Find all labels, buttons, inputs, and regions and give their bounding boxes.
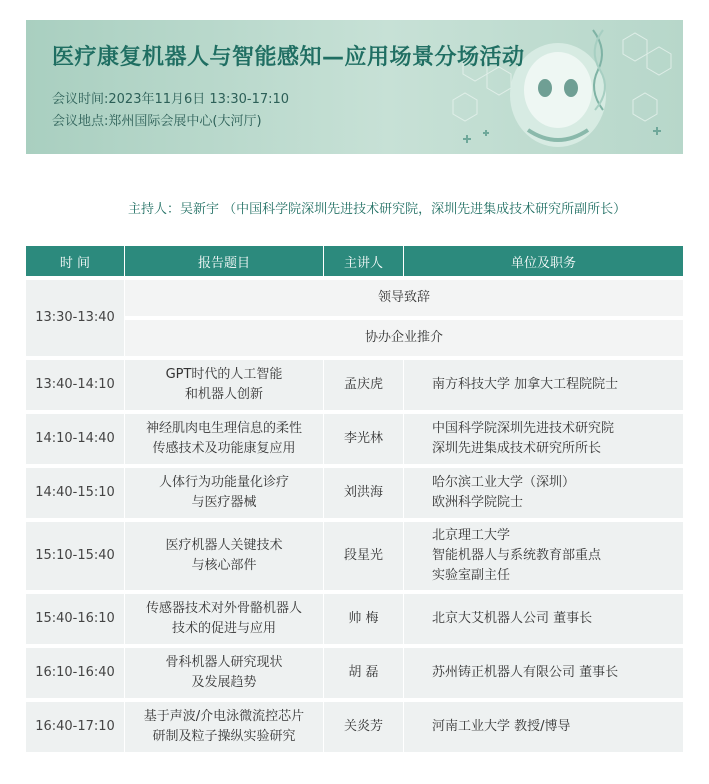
row-time-line: 13:40-14:10 (35, 377, 115, 392)
header-speaker: 主讲人 (324, 246, 404, 276)
table-row (26, 468, 683, 518)
opening-time: 13:30-13:40 (26, 280, 125, 356)
row-time-line: 15:40-16:10 (35, 611, 115, 626)
row-time (26, 360, 125, 410)
row-topic-line: 医疗机器人关键技术 (165, 538, 283, 553)
row-topic-line: 人体行为功能量化诊疗 (158, 475, 289, 490)
row-org-line: 欧洲科学院院士 (432, 495, 524, 510)
banner-title: 医疗康复机器人与智能感知—应用场景分场活动 (52, 45, 525, 70)
header-topic: 报告题目 (125, 246, 324, 276)
row-org (404, 468, 683, 518)
row-topic-line: 与核心部件 (191, 558, 257, 573)
row-time-line: 15:10-15:40 (35, 548, 115, 563)
table-header (26, 246, 683, 276)
header-org: 单位及职务 (404, 246, 683, 276)
row-speaker-line: 刘洪海 (343, 485, 383, 500)
row-topic (125, 360, 324, 410)
row-speaker-line: 李光林 (343, 431, 383, 446)
row-org-line: 河南工业大学 教授/博导 (432, 719, 571, 734)
row-time (26, 414, 125, 464)
row-speaker (324, 414, 404, 464)
row-speaker (324, 522, 404, 590)
row-org (404, 594, 683, 644)
row-time-line: 16:40-17:10 (35, 719, 115, 734)
row-org-line: 哈尔滨工业大学（深圳） (432, 475, 576, 490)
row-org (404, 360, 683, 410)
row-time-line: 14:10-14:40 (35, 431, 115, 446)
row-org-line: 南方科技大学 加拿大工程院院士 (432, 377, 619, 392)
row-time (26, 702, 125, 752)
host-line: 主持人：吴新宇 （中国科学院深圳先进技术研究院，深圳先进集成技术研究所副所长） (128, 202, 627, 217)
table-row (26, 280, 683, 316)
row-topic (125, 702, 324, 752)
row-org-line: 深圳先进集成技术研究所所长 (432, 441, 602, 456)
row-time (26, 648, 125, 698)
table-row (26, 594, 683, 644)
row-topic-line: 骨科机器人研究现状 (165, 655, 283, 670)
row-speaker-line: 胡 磊 (348, 665, 379, 680)
row-time (26, 468, 125, 518)
table-row (26, 648, 683, 698)
agenda-table (26, 242, 683, 756)
row-speaker (324, 594, 404, 644)
row-topic-line: 传感技术及功能康复应用 (152, 441, 296, 456)
row-time (26, 594, 125, 644)
row-topic (125, 648, 324, 698)
row-speaker-line: 关炎芳 (343, 719, 383, 734)
table-row (26, 360, 683, 410)
opening-item: 协办企业推介 (125, 320, 683, 356)
row-org-line: 中国科学院深圳先进技术研究院 (432, 421, 615, 436)
row-topic-line: 基于声波/介电泳微流控芯片 (143, 709, 305, 724)
row-topic-line: 技术的促进与应用 (171, 621, 276, 636)
row-topic-line: 传感器技术对外骨骼机器人 (145, 601, 302, 616)
row-speaker (324, 360, 404, 410)
row-topic (125, 468, 324, 518)
row-topic-line: 及发展趋势 (191, 675, 257, 690)
row-speaker (324, 702, 404, 752)
row-speaker (324, 648, 404, 698)
row-time-line: 16:10-16:40 (35, 665, 115, 680)
row-topic (125, 414, 324, 464)
row-speaker-line: 孟庆虎 (343, 377, 383, 392)
row-org-line: 智能机器人与系统教育部重点 (432, 548, 602, 563)
row-org-line: 实验室副主任 (432, 568, 511, 583)
row-topic-line: 神经肌肉电生理信息的柔性 (145, 421, 302, 436)
row-org-line: 北京大艾机器人公司 董事长 (432, 611, 593, 626)
row-topic-line: 和机器人创新 (184, 387, 263, 402)
row-org (404, 702, 683, 752)
row-topic (125, 522, 324, 590)
row-org (404, 522, 683, 590)
banner (26, 20, 683, 154)
meeting-time: 会议时间:2023年11月6日 13:30-17:10 (52, 92, 290, 107)
row-speaker (324, 468, 404, 518)
row-topic-line: GPT时代的人工智能 (165, 367, 283, 382)
row-org (404, 648, 683, 698)
header-time: 时 间 (26, 246, 125, 276)
row-speaker-line: 帅 梅 (348, 611, 379, 626)
table-row (26, 702, 683, 752)
row-org-line: 北京理工大学 (432, 528, 511, 543)
table-row (26, 522, 683, 590)
table-row (26, 414, 683, 464)
meeting-place: 会议地点:郑州国际会展中心(大河厅) (52, 114, 262, 129)
row-time (26, 522, 125, 590)
row-speaker-line: 段星光 (343, 548, 383, 563)
row-org-line: 苏州铸正机器人有限公司 董事长 (432, 665, 619, 680)
row-org (404, 414, 683, 464)
row-topic-line: 研制及粒子操纵实验研究 (152, 729, 296, 744)
row-topic (125, 594, 324, 644)
row-time-line: 14:40-15:10 (35, 485, 115, 500)
opening-item: 领导致辞 (125, 280, 683, 316)
table-row (26, 320, 683, 356)
row-topic-line: 与医疗器械 (191, 495, 257, 510)
